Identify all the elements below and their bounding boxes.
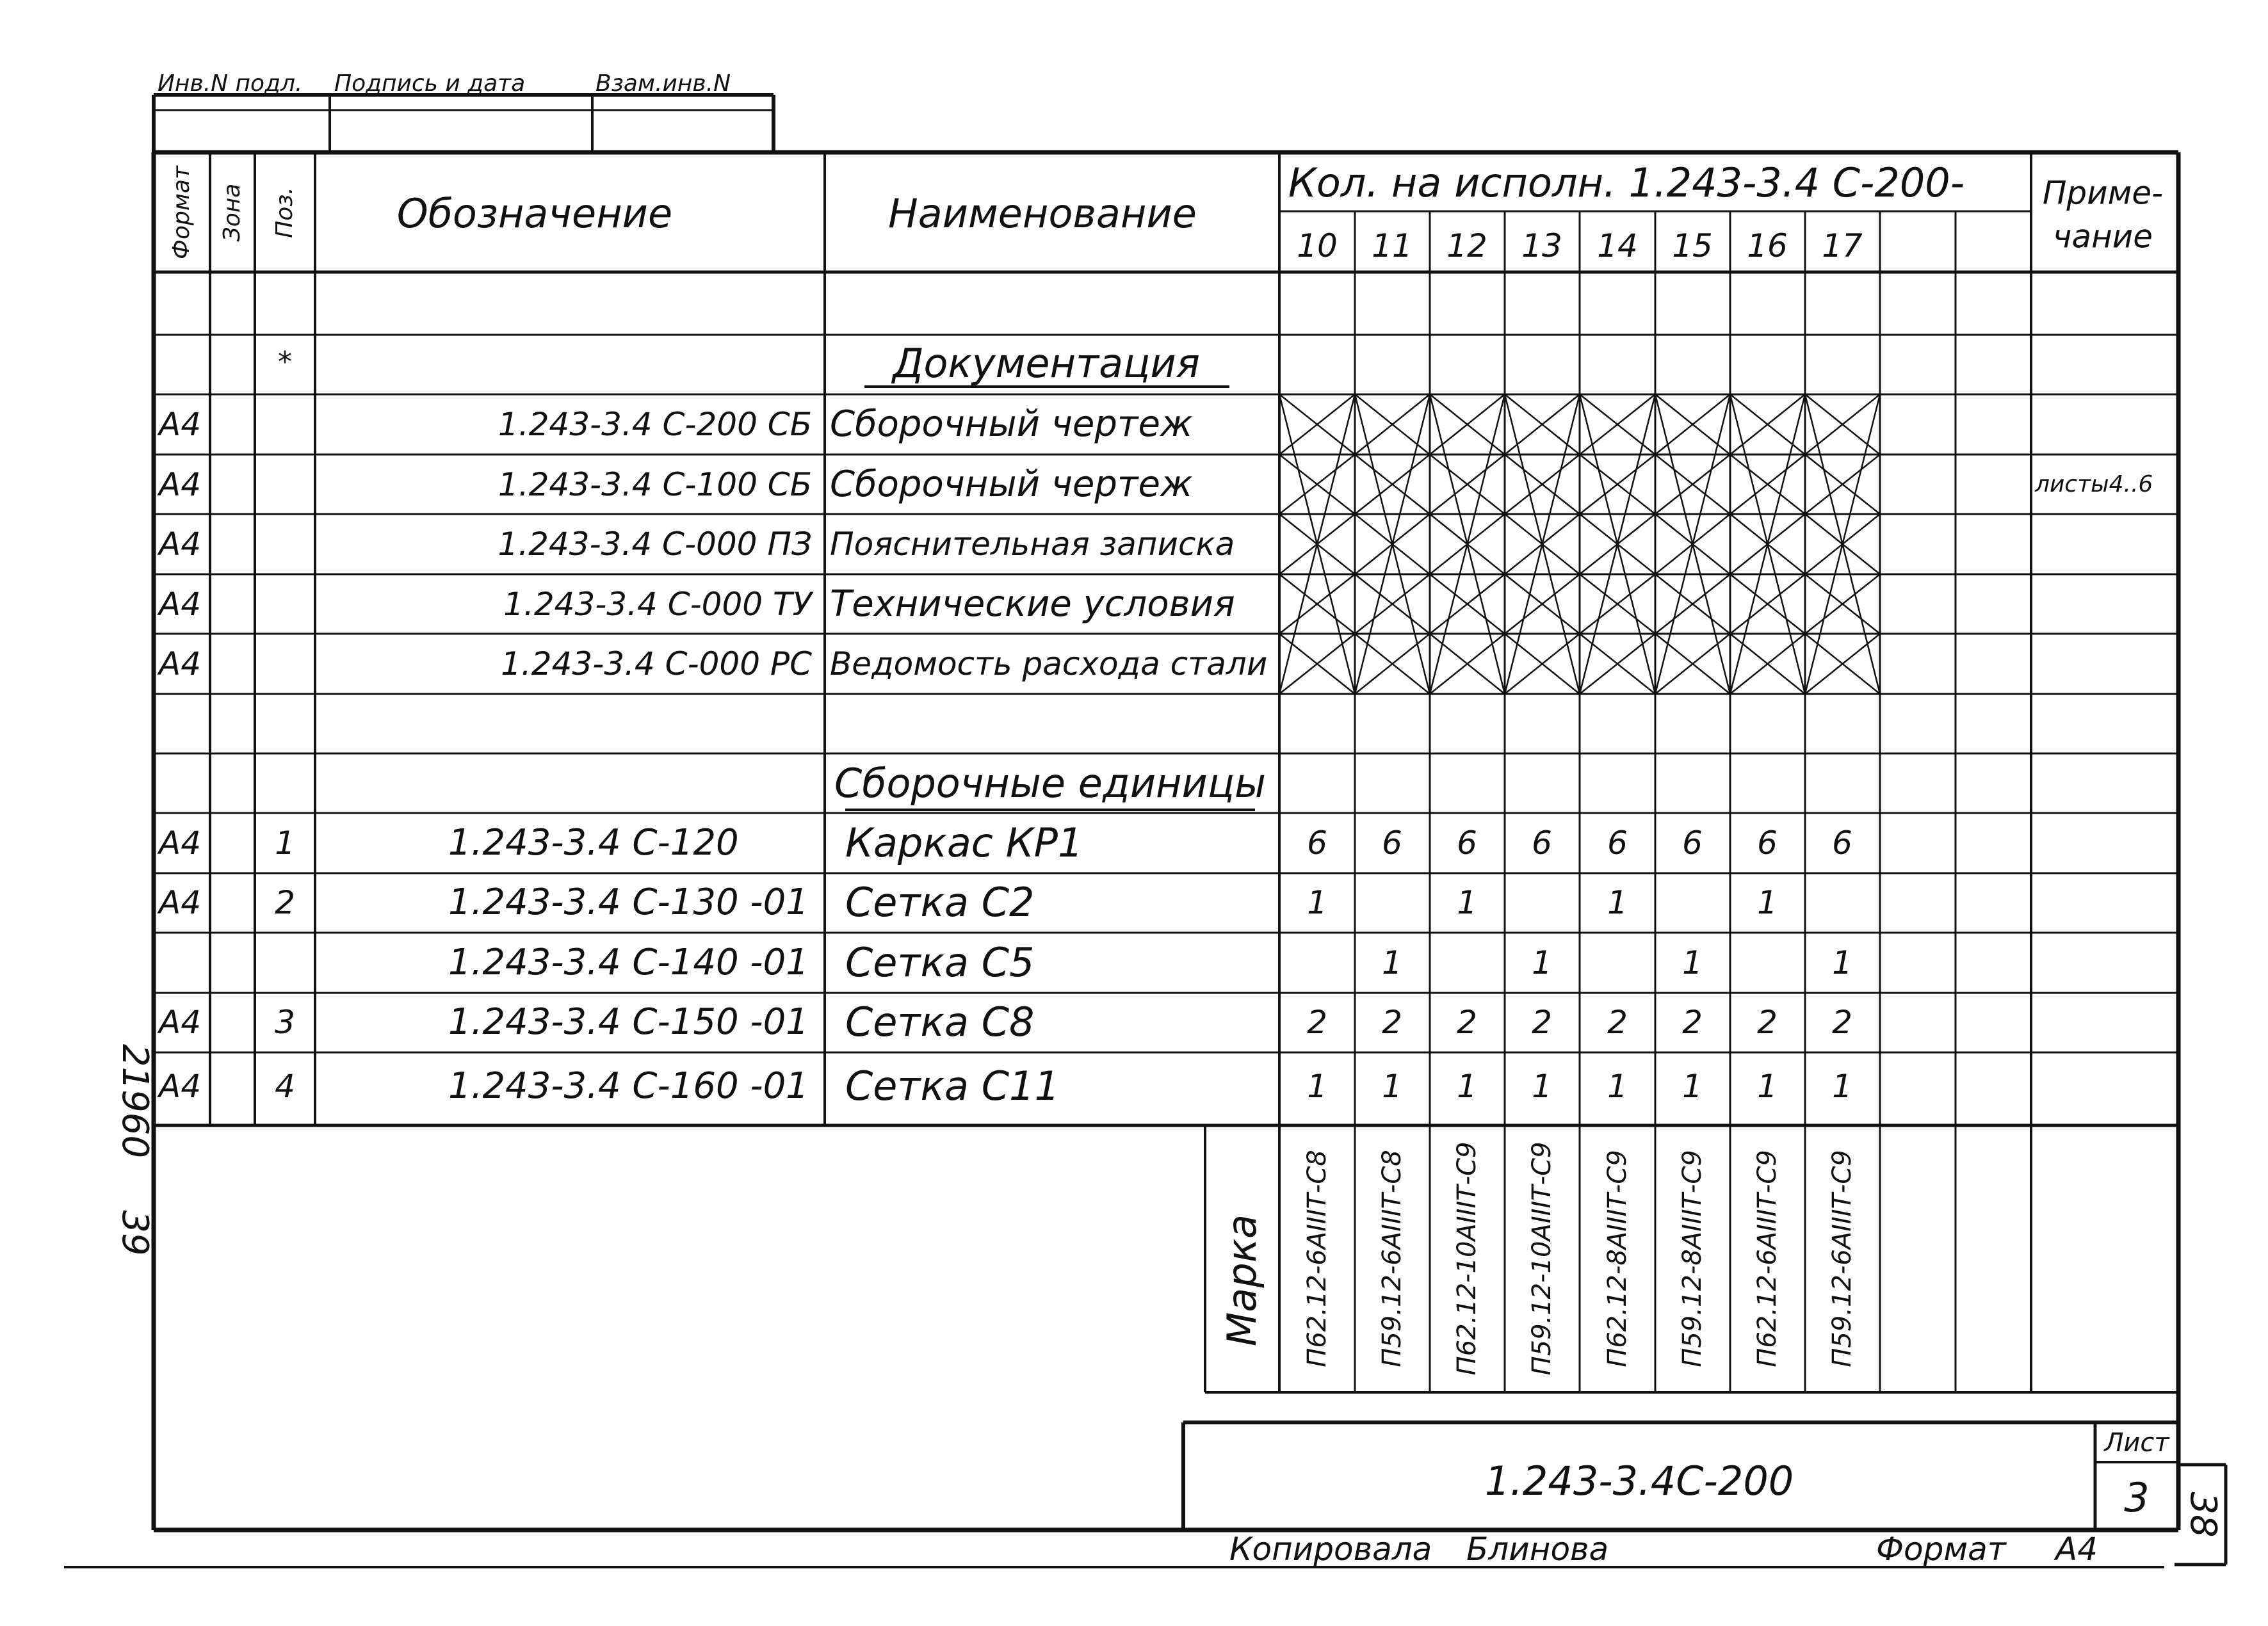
margin-right-number: 38 <box>2182 1492 2224 1538</box>
qty-cell: 1 <box>1832 944 1852 981</box>
marka-value: П62.12-10АIIIТ-С9 <box>1452 1141 1482 1376</box>
qty-cell: 1 <box>1307 1068 1327 1105</box>
footer-format-label: Формат <box>1876 1531 2006 1568</box>
row-format: А4 <box>159 1068 202 1105</box>
row-name: Сетка С8 <box>845 999 1035 1045</box>
sheet-label: Лист <box>2104 1428 2169 1458</box>
row-name: Технические условия <box>830 583 1235 625</box>
marka-value: П62.12-6АIIIТ-С9 <box>1753 1150 1782 1367</box>
sheet-number: 3 <box>2124 1474 2150 1521</box>
qty-col-header: 12 <box>1446 227 1487 264</box>
row-name: Сетка С11 <box>845 1063 1060 1109</box>
row-name: Сборочный чертеж <box>830 463 1193 505</box>
qty-col-header: 14 <box>1597 227 1638 264</box>
stamp-signature-date: Подпись и дата <box>334 70 526 97</box>
qty-cell: 1 <box>1532 1068 1552 1105</box>
qty-cell: 1 <box>1757 1068 1778 1105</box>
qty-cell: 2 <box>1382 1004 1402 1041</box>
header-zone: Зона <box>219 183 245 242</box>
qty-cell: 2 <box>1832 1004 1852 1041</box>
qty-cell: 6 <box>1307 825 1327 862</box>
marka-value: П59.12-6АIIIТ-С9 <box>1827 1150 1857 1367</box>
qty-cell: 6 <box>1607 825 1628 862</box>
qty-col-header: 11 <box>1372 227 1413 264</box>
qty-cell: 6 <box>1832 825 1852 862</box>
row-name: Ведомость расхода стали <box>830 645 1268 682</box>
row-name: Сборочный чертеж <box>830 403 1193 445</box>
row-designation: 1.243-3.4 С-200 СБ <box>498 406 812 443</box>
row-designation: 1.243-3.4 С-140 -01 <box>448 942 809 983</box>
row-format: А4 <box>159 884 202 921</box>
row-format: А4 <box>159 586 202 623</box>
footer-copied-label: Копировала <box>1229 1531 1432 1568</box>
footer-format-value: А4 <box>2055 1531 2098 1568</box>
row-pos: 2 <box>275 884 295 921</box>
row-format: А4 <box>159 1004 202 1041</box>
margin-left-number-2: 39 <box>114 1210 156 1256</box>
qty-cell: 1 <box>1757 884 1778 921</box>
qty-cell: 2 <box>1457 1004 1477 1041</box>
qty-cell: 6 <box>1757 825 1778 862</box>
row-format: А4 <box>159 406 202 443</box>
row-format: А4 <box>159 645 202 682</box>
row-designation: 1.243-3.4 С-000 ТУ <box>503 586 812 623</box>
row-name: Сетка С2 <box>845 879 1035 926</box>
row-designation: 1.243-3.4 С-130 -01 <box>448 881 809 923</box>
header-format: Формат <box>168 165 195 260</box>
row-designation: 1.243-3.4 С-120 <box>448 822 739 864</box>
row-name: Пояснительная записка <box>830 526 1235 563</box>
row-pos: 3 <box>275 1004 295 1041</box>
row-pos: 1 <box>275 825 295 862</box>
marka-label: Марка <box>1219 1214 1265 1347</box>
section-title-assembly-units: Сборочные единицы <box>834 760 1267 807</box>
qty-cell: 1 <box>1532 944 1552 981</box>
row-format: А4 <box>159 526 202 563</box>
qty-cell: 1 <box>1682 944 1703 981</box>
qty-cell: 1 <box>1607 1068 1628 1105</box>
stamp-inv-no: Инв.N подл. <box>158 70 303 97</box>
qty-cell: 1 <box>1457 884 1477 921</box>
marka-value: П62.12-8АIIIТ-С9 <box>1603 1150 1632 1367</box>
row-note: листы4..6 <box>2035 471 2153 497</box>
qty-cell: 1 <box>1382 944 1402 981</box>
marka-value: П59.12-10АIIIТ-С9 <box>1527 1141 1557 1376</box>
qty-col-header: 10 <box>1297 227 1338 264</box>
qty-cell: 2 <box>1607 1004 1628 1041</box>
qty-col-header: 16 <box>1747 227 1788 264</box>
margin-left-number: 21960 <box>114 1043 156 1159</box>
qty-cell: 6 <box>1682 825 1703 862</box>
header-designation: Обозначение <box>396 190 673 237</box>
qty-col-header: 13 <box>1521 227 1562 264</box>
qty-cell: 6 <box>1532 825 1552 862</box>
row-designation: 1.243-3.4 С-000 ПЗ <box>498 526 812 563</box>
qty-cell: 1 <box>1832 1068 1852 1105</box>
row-pos: * <box>278 346 292 378</box>
row-pos: 4 <box>275 1068 295 1105</box>
qty-cell: 2 <box>1757 1004 1778 1041</box>
marka-value: П62.12-6АIIIТ-С8 <box>1302 1150 1332 1367</box>
qty-cell: 1 <box>1307 884 1327 921</box>
qty-cell: 2 <box>1682 1004 1703 1041</box>
row-format: А4 <box>159 825 202 862</box>
qty-cell: 6 <box>1457 825 1477 862</box>
row-name: Каркас КР1 <box>845 819 1083 866</box>
header-note: Приме- чание <box>2042 174 2164 255</box>
qty-cell: 1 <box>1682 1068 1703 1105</box>
row-designation: 1.243-3.4 С-100 СБ <box>498 466 812 503</box>
row-name: Сетка С5 <box>845 939 1035 986</box>
marka-value: П59.12-8АIIIТ-С9 <box>1678 1150 1707 1367</box>
footer-copied-by: Блинова <box>1466 1531 1609 1568</box>
qty-col-header: 17 <box>1822 227 1863 264</box>
qty-cell: 1 <box>1457 1068 1477 1105</box>
header-qty-title: Кол. на исполн. 1.243-3.4 С-200- <box>1288 159 1965 206</box>
stamp-replaced-inv: Взам.инв.N <box>595 70 731 97</box>
qty-cell: 2 <box>1307 1004 1327 1041</box>
row-designation: 1.243-3.4 С-000 РС <box>501 645 812 682</box>
qty-col-header: 15 <box>1672 227 1713 264</box>
header-name: Наименование <box>888 190 1197 237</box>
qty-cell: 6 <box>1382 825 1402 862</box>
row-format: А4 <box>159 466 202 503</box>
qty-cell: 1 <box>1382 1068 1402 1105</box>
qty-cell: 1 <box>1607 884 1628 921</box>
marka-value: П59.12-6АIIIТ-С8 <box>1377 1150 1407 1367</box>
header-pos: Поз. <box>271 187 298 238</box>
qty-cell: 2 <box>1532 1004 1552 1041</box>
row-designation: 1.243-3.4 С-150 -01 <box>448 1001 809 1043</box>
section-title-documentation: Документация <box>893 340 1200 387</box>
title-doc-number: 1.243-3.4С-200 <box>1484 1458 1794 1504</box>
row-designation: 1.243-3.4 С-160 -01 <box>448 1065 809 1107</box>
